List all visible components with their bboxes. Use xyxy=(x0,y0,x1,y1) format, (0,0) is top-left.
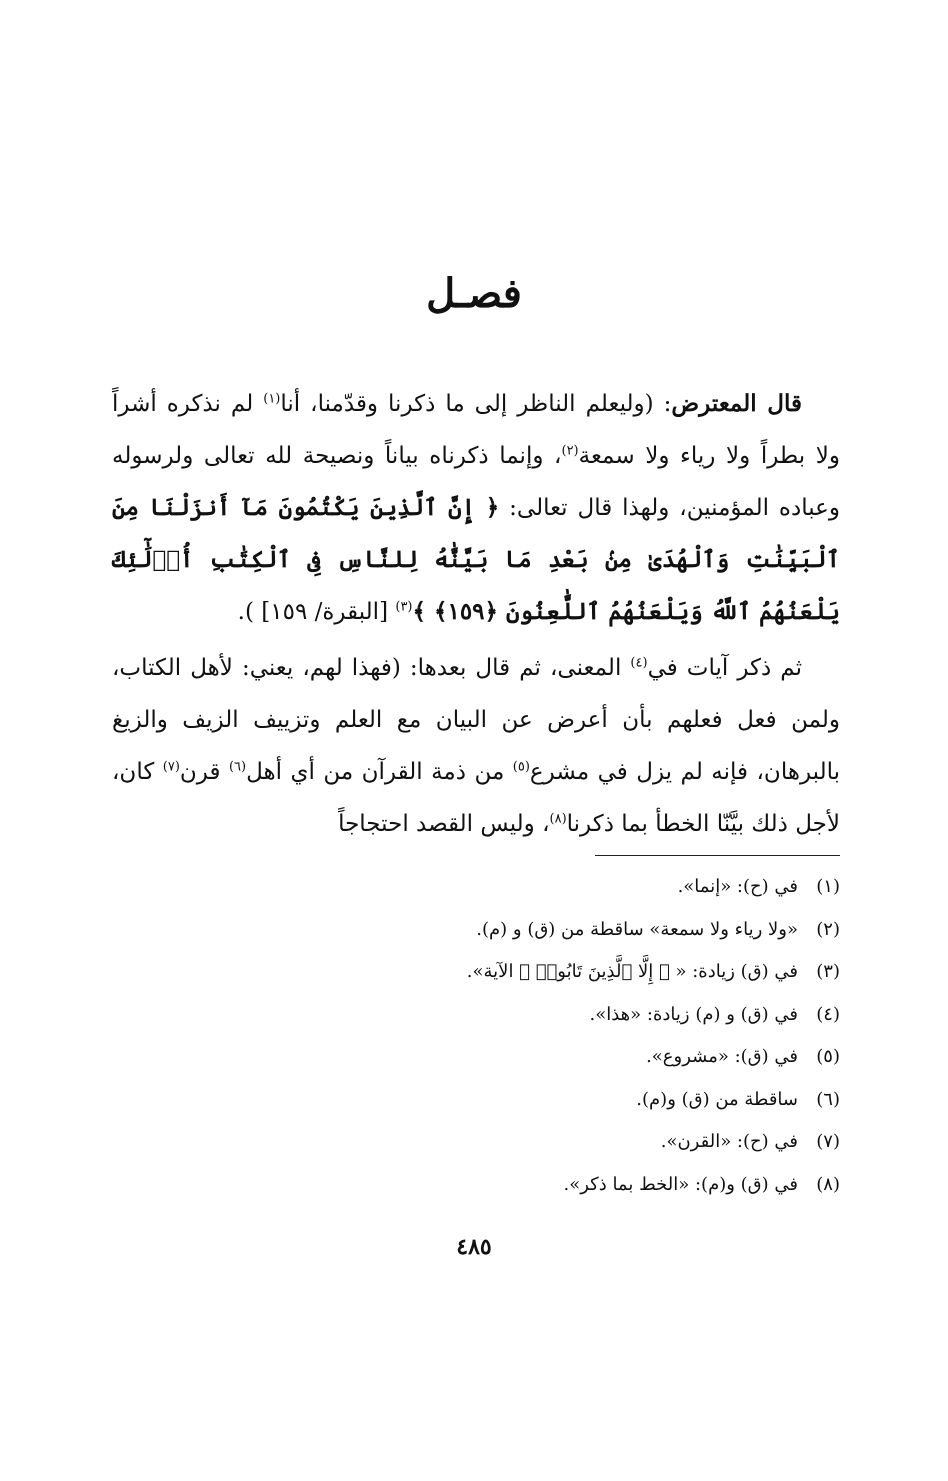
footnote-number: (١) xyxy=(816,876,840,897)
footnote-number: (٨) xyxy=(816,1173,840,1195)
footnote-item xyxy=(140,1079,840,1122)
text-run: [البقرة/ ١٥٩] ). xyxy=(237,599,396,625)
paragraph-2 xyxy=(112,642,840,850)
footnote-number: (٢) xyxy=(816,918,840,940)
footnote-separator xyxy=(595,855,840,856)
footnote-number: (٣) xyxy=(816,961,840,982)
footnote-reference: (٧) xyxy=(162,759,180,775)
footnote-text: «ولا رياء ولا سمعة» ساقطة من (ق) و (م). xyxy=(476,918,798,940)
footnote-number: (٥) xyxy=(816,1046,840,1067)
footnote-item xyxy=(140,1121,840,1164)
footnote-item xyxy=(140,909,840,952)
page-number: ٤٨٥ xyxy=(456,1234,492,1260)
footnote-item xyxy=(140,1036,840,1079)
footnote-item xyxy=(140,951,840,994)
quran-verse: ﴿ إِنَّ ٱلَّذِينَ يَكْتُمُونَ مَآ أَنزَلْنَا مِنَ ٱلْبَيِّنَٰتِ وَٱلْهُدَىٰ مِنۢ بَعْدِ مَا بَيَّنَّٰهُ لِلنَّاسِ فِى ٱلْكِتَٰبِ أُو۟لَٰٓئِكَ يَلْعَنُهُمُ ٱللَّهُ وَيَلْعَنُهُمُ ٱللَّٰعِنُونَ ﴿١٥٩﴾ ﴾ xyxy=(112,494,840,625)
text-run: ، وليس القصد احتجاجاً xyxy=(338,811,550,837)
chapter-title: فصـل xyxy=(426,270,522,317)
footnote-text: في (ق) زيادة: « ﴿ إِلَّا ٱلَّذِينَ تَابُوا۟ ﴾ الآية». xyxy=(466,961,798,982)
speaker-label: قال المعترض xyxy=(671,390,803,417)
footnote-text: ساقطة من (ق) و(م). xyxy=(636,1088,798,1110)
footnote-text: في (ح): «القرن». xyxy=(660,1131,798,1152)
text-run: ، وإنما ذكرناه بياناً ونصيحة لله تعالى ولرسوله وعباده المؤمنين، ولهذا قال تعالى: xyxy=(112,443,840,521)
text-run: ثم ذكر آيات في xyxy=(647,655,802,681)
footnote-item xyxy=(140,866,840,909)
footnote-reference: (٦) xyxy=(228,759,247,775)
footnote-text: في (ح): «إنما». xyxy=(677,876,798,897)
footnote-reference: (٥) xyxy=(512,759,530,775)
text-run: من ذمة القرآن من أي أهل xyxy=(246,759,513,785)
text-run: المعنى، ثم قال بعدها: (فهذا لهم، يعني: لأهل الكتاب، ولمن فعل فعلهم بأن أعرض عن البيان مع العلم وتزييف الزيف والزيغ بالبرهان، فإنه لم يزل في مشرع xyxy=(112,655,841,785)
footnote-item xyxy=(140,994,840,1037)
footnote-number: (٤) xyxy=(816,1003,840,1025)
footnote-reference: (٣) xyxy=(395,599,413,615)
text-run: قرن xyxy=(179,759,229,785)
footnote-text: في (ق): «مشروع». xyxy=(646,1046,798,1067)
footnote-text: في (ق) و (م) زيادة: «هذا». xyxy=(589,1003,798,1025)
footnote-number: (٦) xyxy=(816,1088,840,1110)
text-run: كان، لأجل ذلك بيَّنّا الخطأ بما ذكرنا xyxy=(112,759,840,837)
footnote-reference: (٢) xyxy=(561,443,579,459)
footnote-reference: (٤) xyxy=(630,655,648,671)
paragraph-1 xyxy=(112,378,840,638)
text-run: لم نذكره أشراً ولا بطراً ولا رياء ولا سمعة xyxy=(112,391,840,469)
main-text xyxy=(112,378,840,850)
footnote-text: في (ق) و(م): «الخط بما ذكر». xyxy=(563,1173,798,1195)
footnotes-list xyxy=(140,866,840,1206)
footnote-reference: (٨) xyxy=(549,811,567,827)
footnote-number: (٧) xyxy=(816,1131,840,1152)
text-run: : (وليعلم الناظر إلى ما ذكرنا وقدّمنا، أنا xyxy=(280,391,672,417)
footnote-reference: (١) xyxy=(263,391,281,407)
footnote-item xyxy=(140,1164,840,1207)
